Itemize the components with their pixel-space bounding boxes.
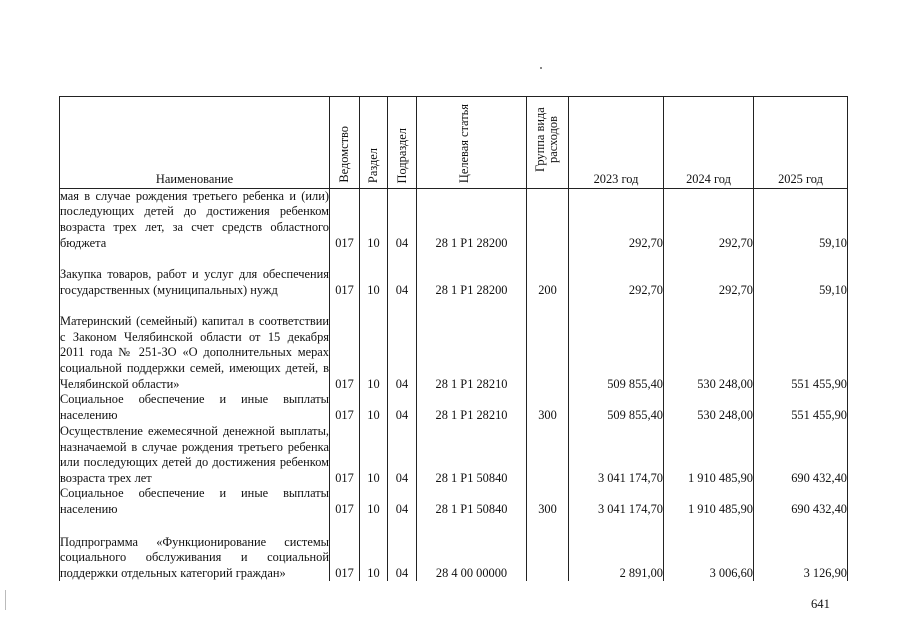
row-razdel: 10 xyxy=(360,298,388,392)
row-tselevaya: 28 1 P1 50840 xyxy=(417,486,527,517)
page-number: 641 xyxy=(811,597,830,611)
header-name: Наименование xyxy=(60,97,330,189)
row-2025: 551 455,90 xyxy=(754,392,848,423)
row-ved: 017 xyxy=(330,251,360,298)
row-podrazdel: 04 xyxy=(388,188,417,251)
row-2025: 59,10 xyxy=(754,251,848,298)
row-name: Закупка товаров, работ и услуг для обеспечения государственных (муниципальных) нужд xyxy=(60,251,330,298)
row-gruppa: 300 xyxy=(527,486,569,517)
row-ved: 017 xyxy=(330,298,360,392)
row-name: Подпрограмма «Функционирование системы социального обслуживания и социальной поддержки отдельных категорий граждан» xyxy=(60,517,330,581)
row-podrazdel: 04 xyxy=(388,486,417,517)
scan-speck xyxy=(540,67,542,69)
table-row xyxy=(60,251,848,298)
row-name: Социальное обеспечение и иные выплаты населению xyxy=(60,486,329,516)
header-ved: Ведомство xyxy=(330,97,360,189)
header-tselevaya: Целевая статья xyxy=(417,97,527,189)
row-gruppa xyxy=(527,423,569,486)
table-row xyxy=(60,392,848,423)
row-ved: 017 xyxy=(330,517,360,581)
row-tselevaya: 28 4 00 00000 xyxy=(417,517,527,581)
row-razdel: 10 xyxy=(360,517,388,581)
row-ved: 017 xyxy=(330,188,360,251)
row-2024: 530 248,00 xyxy=(664,392,754,423)
row-2023: 292,70 xyxy=(569,251,664,298)
table-row xyxy=(60,517,848,581)
row-gruppa: 300 xyxy=(527,392,569,423)
row-podrazdel: 04 xyxy=(388,251,417,298)
row-name: Осуществление ежемесячной денежной выплаты, назначаемой в случае рождения третьего ребенка или последующих детей до достижения ребенком возраста трех лет xyxy=(60,423,329,485)
row-ved: 017 xyxy=(330,423,360,486)
row-tselevaya: 28 1 P1 28210 xyxy=(417,298,527,392)
row-2024: 292,70 xyxy=(664,251,754,298)
table-row xyxy=(60,423,848,486)
table-row xyxy=(60,298,848,392)
row-2025: 59,10 xyxy=(754,188,848,251)
row-2024: 292,70 xyxy=(664,188,754,251)
row-name: Материнский (семейный) капитал в соответствии с Законом Челябинской области от 15 декабря 2011 года № 251-ЗО «О дополнительных мерах социальной поддержки семей, имеющих детей, в Челябинской области» xyxy=(60,298,330,392)
row-tselevaya: 28 1 P1 28210 xyxy=(417,392,527,423)
table-row xyxy=(60,188,848,251)
row-2023: 509 855,40 xyxy=(569,298,664,392)
row-podrazdel: 04 xyxy=(388,392,417,423)
row-razdel: 10 xyxy=(360,486,388,517)
row-gruppa xyxy=(527,517,569,581)
row-2023: 292,70 xyxy=(569,188,664,251)
row-2025: 690 432,40 xyxy=(754,486,848,517)
row-2023: 2 891,00 xyxy=(569,517,664,581)
header-podrazdel: Подраздел xyxy=(388,97,417,189)
header-2025: 2025 год xyxy=(754,97,848,189)
row-podrazdel: 04 xyxy=(388,517,417,581)
row-2023: 509 855,40 xyxy=(569,392,664,423)
header-2024: 2024 год xyxy=(664,97,754,189)
row-2024: 1 910 485,90 xyxy=(664,423,754,486)
row-2024: 1 910 485,90 xyxy=(664,486,754,517)
header-gruppa: Группа вида расходов xyxy=(527,97,569,189)
row-razdel: 10 xyxy=(360,251,388,298)
row-gruppa xyxy=(527,298,569,392)
table-row xyxy=(60,486,848,517)
row-razdel: 10 xyxy=(360,392,388,423)
row-podrazdel: 04 xyxy=(388,423,417,486)
budget-table xyxy=(59,96,848,581)
row-2024: 530 248,00 xyxy=(664,298,754,392)
row-gruppa: 200 xyxy=(527,251,569,298)
row-name: Социальное обеспечение и иные выплаты населению xyxy=(60,392,329,422)
row-name: мая в случае рождения третьего ребенка и (или) последующих детей до достижения ребенком возраста трех лет, за счет средств областного бюджета xyxy=(60,188,329,250)
row-podrazdel: 04 xyxy=(388,298,417,392)
row-2023: 3 041 174,70 xyxy=(569,423,664,486)
row-ved: 017 xyxy=(330,392,360,423)
row-2024: 3 006,60 xyxy=(664,517,754,581)
scan-edge-mark xyxy=(5,590,6,610)
row-tselevaya: 28 1 P1 50840 xyxy=(417,423,527,486)
table-header-row xyxy=(60,97,848,189)
row-razdel: 10 xyxy=(360,423,388,486)
row-2023: 3 041 174,70 xyxy=(569,486,664,517)
header-2023: 2023 год xyxy=(569,97,664,189)
row-2025: 551 455,90 xyxy=(754,298,848,392)
row-tselevaya: 28 1 P1 28200 xyxy=(417,251,527,298)
row-tselevaya: 28 1 P1 28200 xyxy=(417,188,527,251)
row-gruppa xyxy=(527,188,569,251)
row-2025: 690 432,40 xyxy=(754,423,848,486)
header-razdel: Раздел xyxy=(360,97,388,189)
row-ved: 017 xyxy=(330,486,360,517)
row-2025: 3 126,90 xyxy=(754,517,848,581)
row-razdel: 10 xyxy=(360,188,388,251)
